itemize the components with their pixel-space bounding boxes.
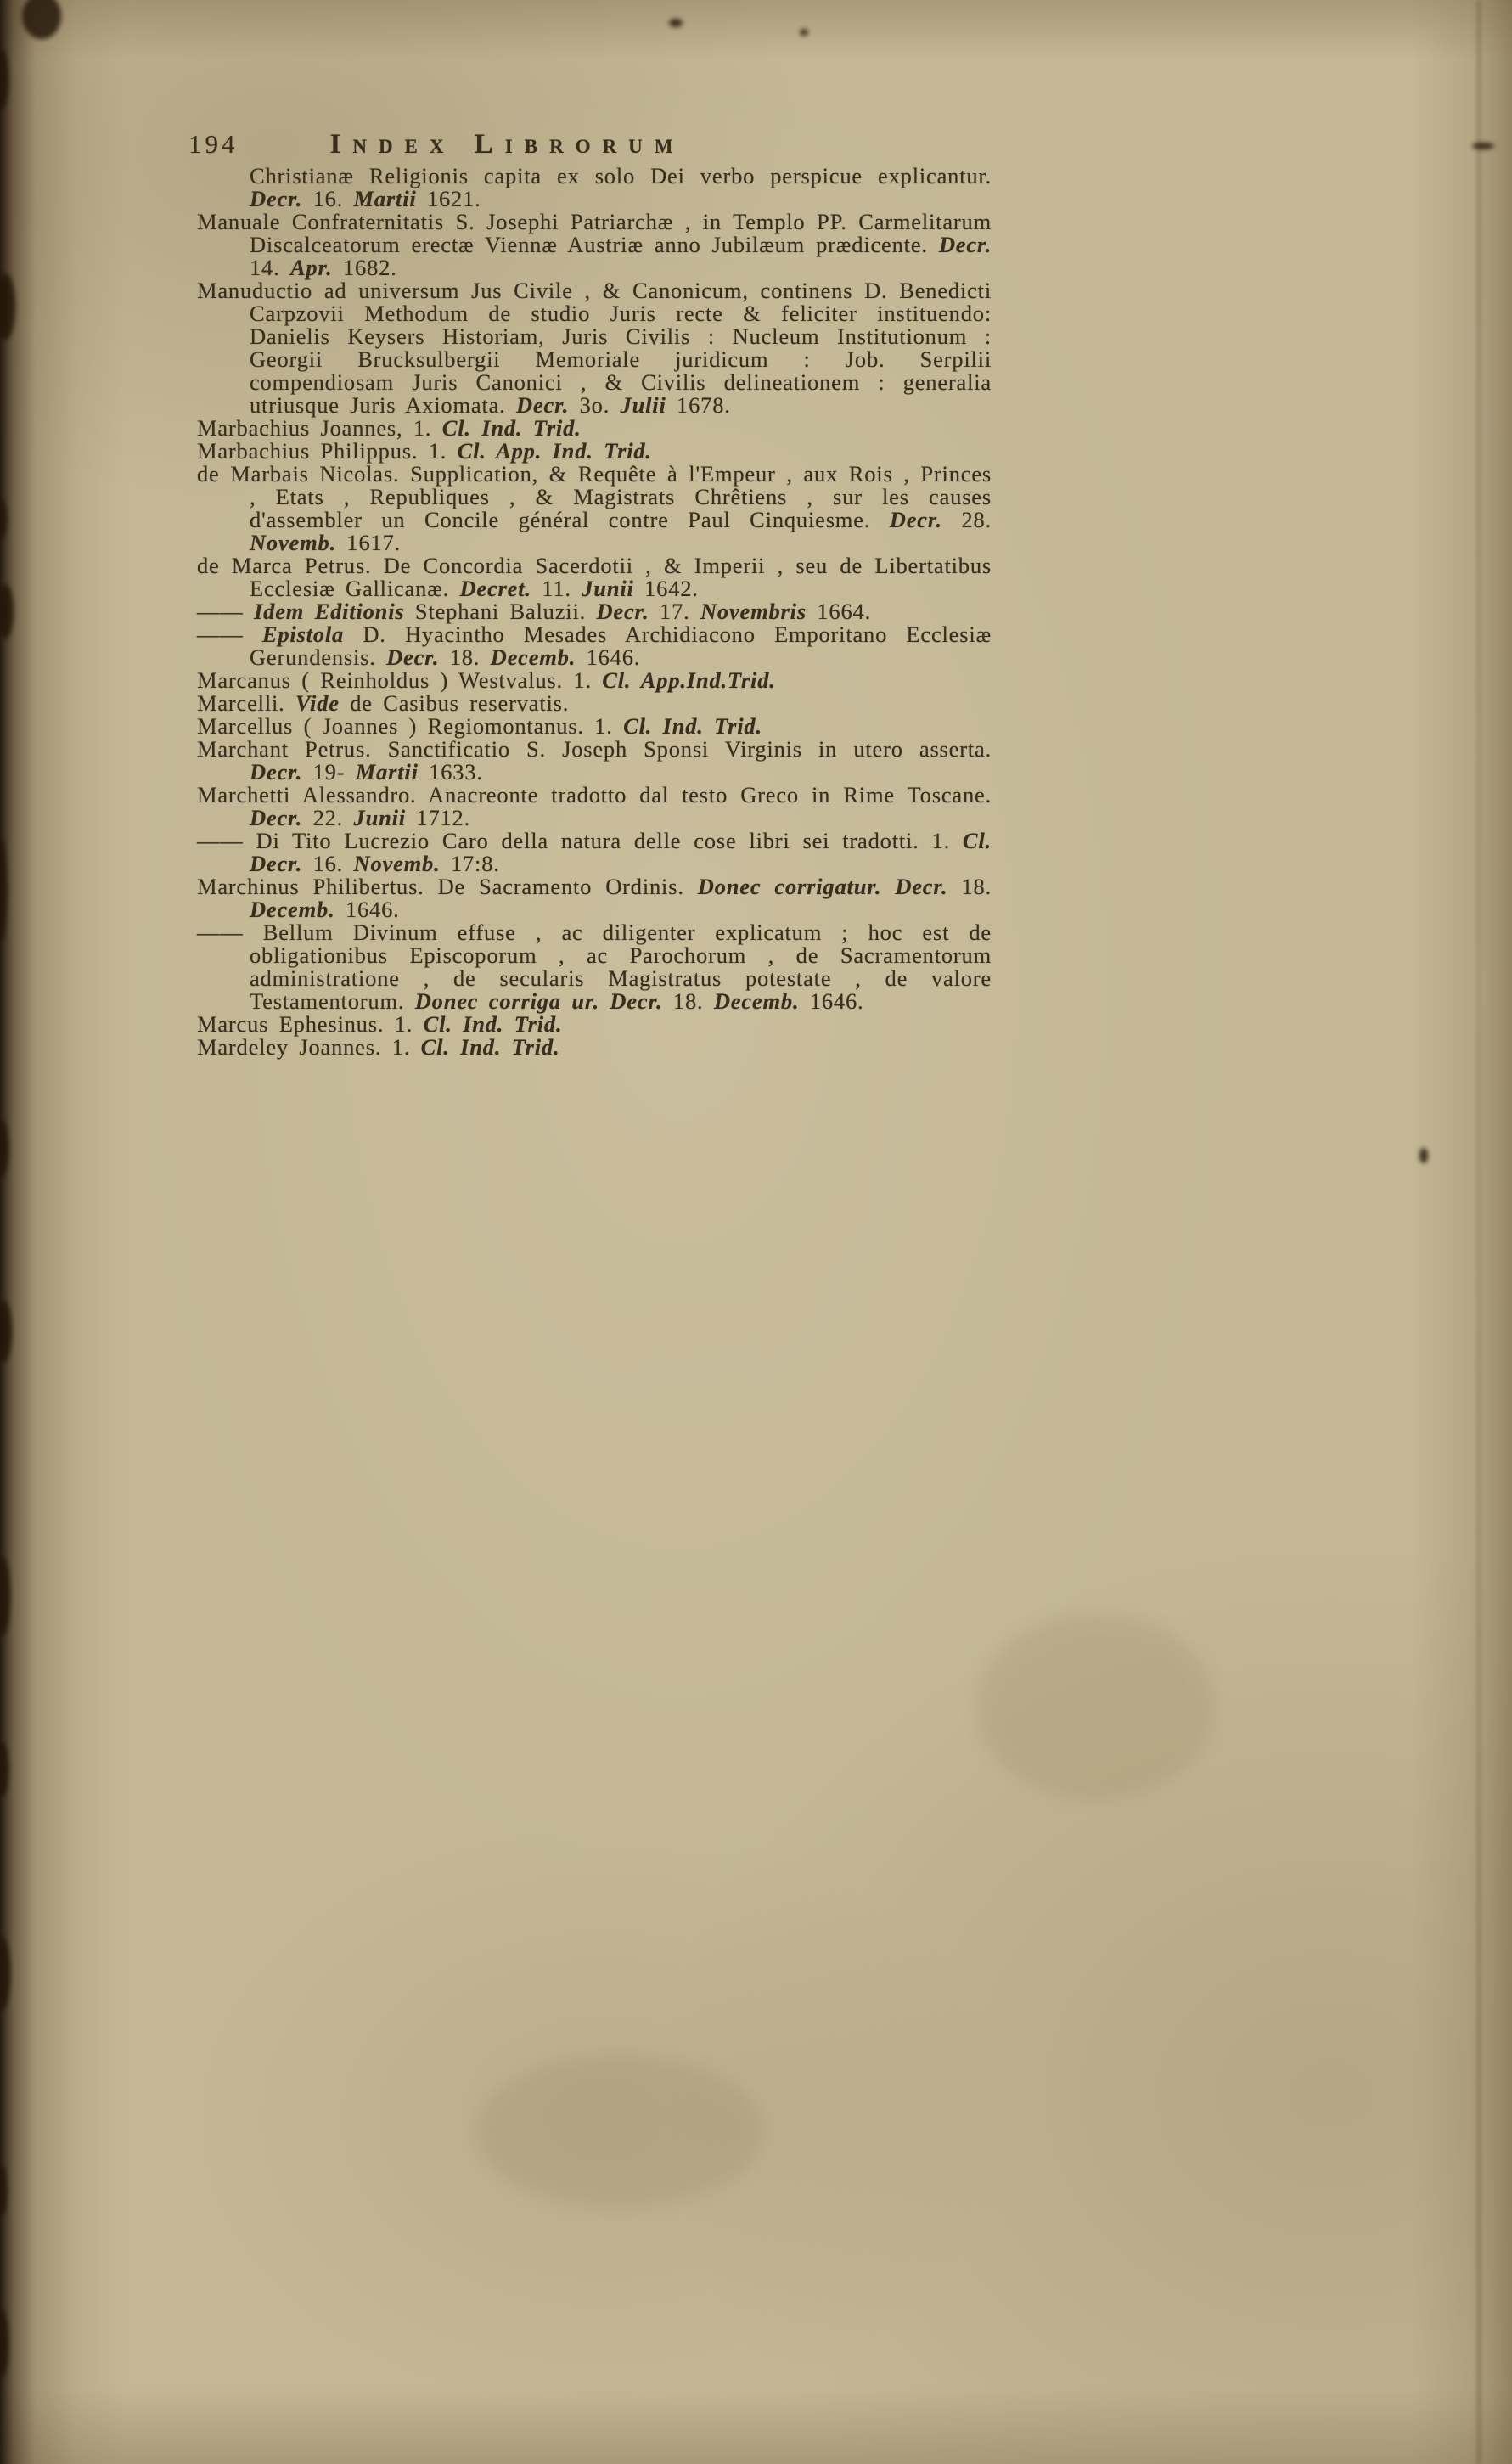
entry-run: 1678. <box>666 392 731 418</box>
binding-mark <box>0 499 7 538</box>
entry-run: —— Bellum Divinum effuse , ac diligenter explicatum ; hoc est de obligationibus Episcoporum , ac Parochorum , de Sacramentorum administratione , de secularis Magistratus potestate , de valore Testamentorum. <box>197 920 992 1014</box>
entry-run: Christianæ Religionis capita ex solo Dei verbo perspicue explicantur. <box>250 163 992 188</box>
entry-run: de Marca Petrus. De Concordia Sacerdotii , & Imperii , seu de Libertatibus Ecclesiæ Gallicanæ. <box>197 553 992 601</box>
entry-run-italic: Decret. <box>459 576 531 601</box>
entry-run: de Casibus reservatis. <box>339 690 570 716</box>
binding-mark <box>0 1557 10 1635</box>
entry-run: 16. <box>302 851 354 876</box>
entry-run-italic: Novembris <box>700 599 807 624</box>
entry-run-italic: Cl. Ind. Trid. <box>623 713 762 739</box>
entry-run: 1642. <box>633 576 699 601</box>
entry-run-italic: Cl. App. Ind. Trid. <box>457 438 652 464</box>
entry-run: Marchetti Alessandro. Anacreonte tradotto dal testo Greco in Rime Toscane. <box>197 782 992 807</box>
entry-run-italic: Novemb. <box>353 851 441 876</box>
entry-run-italic: Martii <box>355 759 419 785</box>
entry-run: Marchinus Philibertus. De Sacramento Ordinis. <box>197 874 698 899</box>
index-entry <box>197 830 992 875</box>
entry-run: 16. <box>302 186 354 211</box>
entry-run: 17. <box>649 599 700 624</box>
entry-run-italic: Decr. <box>250 759 303 785</box>
entry-run-italic: Donec corriga ur. Decr. <box>414 988 663 1014</box>
entry-run: 3o. <box>569 392 621 418</box>
ink-stain <box>800 29 808 36</box>
index-entry <box>197 738 992 784</box>
entry-run-italic: Cl. App.Ind.Trid. <box>602 667 776 693</box>
entry-run: Manuale Confraternitatis S. Josephi Patriarchæ , in Templo PP. Carmelitarum Discalceatorum erectæ Viennæ Austriæ anno Jubilæum prædicente. <box>197 209 992 257</box>
entry-run-italic: Apr. <box>289 255 333 280</box>
index-entry <box>197 211 992 279</box>
index-entry <box>197 1036 992 1059</box>
entry-run: 1664. <box>806 599 872 624</box>
index-entry <box>197 669 992 692</box>
entry-run-italic: Martii <box>353 186 417 211</box>
index-entry <box>197 623 992 669</box>
entry-run-italic: Decemb. <box>713 988 800 1014</box>
entry-run: Marbachius Joannes, 1. <box>197 415 442 441</box>
entry-run: Marcellus ( Joannes ) Regiomontanus. 1. <box>197 713 624 739</box>
entry-run: 18. <box>439 644 491 670</box>
entry-run: 1682. <box>332 255 397 280</box>
entry-run: Marcanus ( Reinholdus ) Westvalus. 1. <box>197 667 603 693</box>
entry-run: 11. <box>531 576 582 601</box>
binding-mark <box>0 839 7 941</box>
entry-run-italic: Idem Editionis <box>254 599 405 624</box>
binding-mark <box>0 1938 10 2009</box>
binding-mark <box>0 1742 8 1797</box>
index-entry <box>197 692 992 715</box>
entry-run: 28. <box>941 507 992 532</box>
entry-run-italic: Julii <box>620 392 666 418</box>
ink-stain <box>1419 1148 1428 1163</box>
entry-run: 1621. <box>416 186 481 211</box>
entry-run: 17:8. <box>440 851 500 876</box>
index-entry <box>197 921 992 1013</box>
entry-run: 18. <box>662 988 714 1014</box>
entry-run: Mardeley Joannes. 1. <box>197 1034 421 1060</box>
entry-run-italic: Cl. Decr. <box>250 828 992 876</box>
running-header: Index Librorum <box>329 129 685 160</box>
entry-run: 19- <box>302 759 356 785</box>
entry-run: 1646. <box>576 644 641 670</box>
entry-run: 1646. <box>334 897 400 922</box>
binding-mark <box>0 273 15 340</box>
entry-run: de Marbais Nicolas. Supplication, & Requête à l'Empeur , aux Rois , Princes , Etats , Republiques , & Magistrats Chrêtiens , sur les causes d'assembler un Concile général contre Paul Cinquiesme. <box>197 461 992 532</box>
entry-run: 1617. <box>336 530 402 555</box>
paper-stain <box>475 2055 764 2208</box>
index-entry <box>197 600 992 623</box>
entry-run: Manuductio ad universum Jus Civile , & Canonicum, continens D. Benedicti Carpzovii Methodum de studio Juris recte & feliciter instituendo: Danielis Keysers Historiam, Juris Civilis : Nucleum Institutionum : Georgii Brucksulbergii Memoriale juridicum : Job. Serpilii compendiosam Juris Canonici , & Civilis delineationem : generalia utriusque Juris Axiomata. <box>197 278 992 418</box>
entry-run-italic: Cl. Ind. Trid. <box>420 1034 560 1060</box>
page-number: 194 <box>188 129 239 159</box>
ink-stain <box>669 19 683 27</box>
binding-mark <box>0 2165 7 2216</box>
index-entry <box>197 279 992 417</box>
entry-run-italic: Decr. <box>516 392 570 418</box>
entry-run: 1633. <box>418 759 483 785</box>
entry-run-italic: Decr. <box>938 232 992 257</box>
entry-run: 14. <box>250 255 290 280</box>
entry-run-italic: Donec corrigatur. Decr. <box>697 874 948 899</box>
entry-run-italic: Junii <box>353 805 406 830</box>
index-entry <box>197 715 992 738</box>
index-entries <box>197 165 992 1059</box>
entry-run-italic: Decr. <box>250 805 303 830</box>
binding-mark <box>0 2309 8 2377</box>
index-entry <box>197 417 992 440</box>
index-entry <box>197 165 992 211</box>
ink-stain <box>1472 143 1494 149</box>
entry-run-italic: Cl. Ind. Trid. <box>423 1011 563 1037</box>
ink-stain <box>22 0 61 39</box>
entry-run: Marchant Petrus. Sanctificatio S. Joseph Sponsi Virginis in utero asserta. <box>197 736 992 762</box>
entry-run-italic: Decemb. <box>490 644 576 670</box>
entry-run-italic: Epistola <box>261 622 345 647</box>
index-entry <box>197 463 992 554</box>
entry-run-italic: Cl. Ind. Trid. <box>441 415 582 441</box>
binding-mark <box>0 584 14 639</box>
running-head-row <box>188 129 1003 160</box>
entry-run-italic: Decemb. <box>250 897 335 922</box>
entry-run: —— Di Tito Lucrezio Caro della natura delle cose libri sei tradotti. 1. <box>197 828 963 853</box>
entry-run: Marcus Ephesinus. 1. <box>197 1011 424 1037</box>
index-entry <box>197 1013 992 1036</box>
entry-run-italic: Vide <box>295 690 340 716</box>
entry-run-italic: Novemb. <box>250 530 336 555</box>
entry-run-italic: Junii <box>582 576 634 601</box>
entry-run: Marcelli. <box>197 690 296 716</box>
index-entry <box>197 440 992 463</box>
paper-stain <box>976 1613 1214 1800</box>
entry-run: —— <box>197 599 255 624</box>
entry-run-italic: Decr. <box>889 507 942 532</box>
entry-run: 1712. <box>405 805 471 830</box>
binding-mark <box>0 1301 12 1362</box>
binding-mark <box>0 49 8 109</box>
entry-run: Stephani Baluzii. <box>404 599 597 624</box>
entry-run: —— <box>197 622 262 647</box>
entry-run: 22. <box>302 805 354 830</box>
entry-run: Marbachius Philippus. 1. <box>197 438 458 464</box>
binding-mark <box>0 1121 8 1177</box>
page-edge-shadow <box>1476 0 1481 2464</box>
index-entry <box>197 875 992 921</box>
entry-run: D. Hyacintho Mesades Archidiacono Emporitano Ecclesiæ Gerundensis. <box>250 622 992 670</box>
entry-run: 1646. <box>799 988 864 1014</box>
entry-run-italic: Decr. <box>250 186 303 211</box>
entry-run-italic: Decr. <box>386 644 440 670</box>
entry-run-italic: Decr. <box>596 599 649 624</box>
entry-run: 18. <box>947 874 992 899</box>
index-entry <box>197 784 992 830</box>
index-entry <box>197 554 992 600</box>
